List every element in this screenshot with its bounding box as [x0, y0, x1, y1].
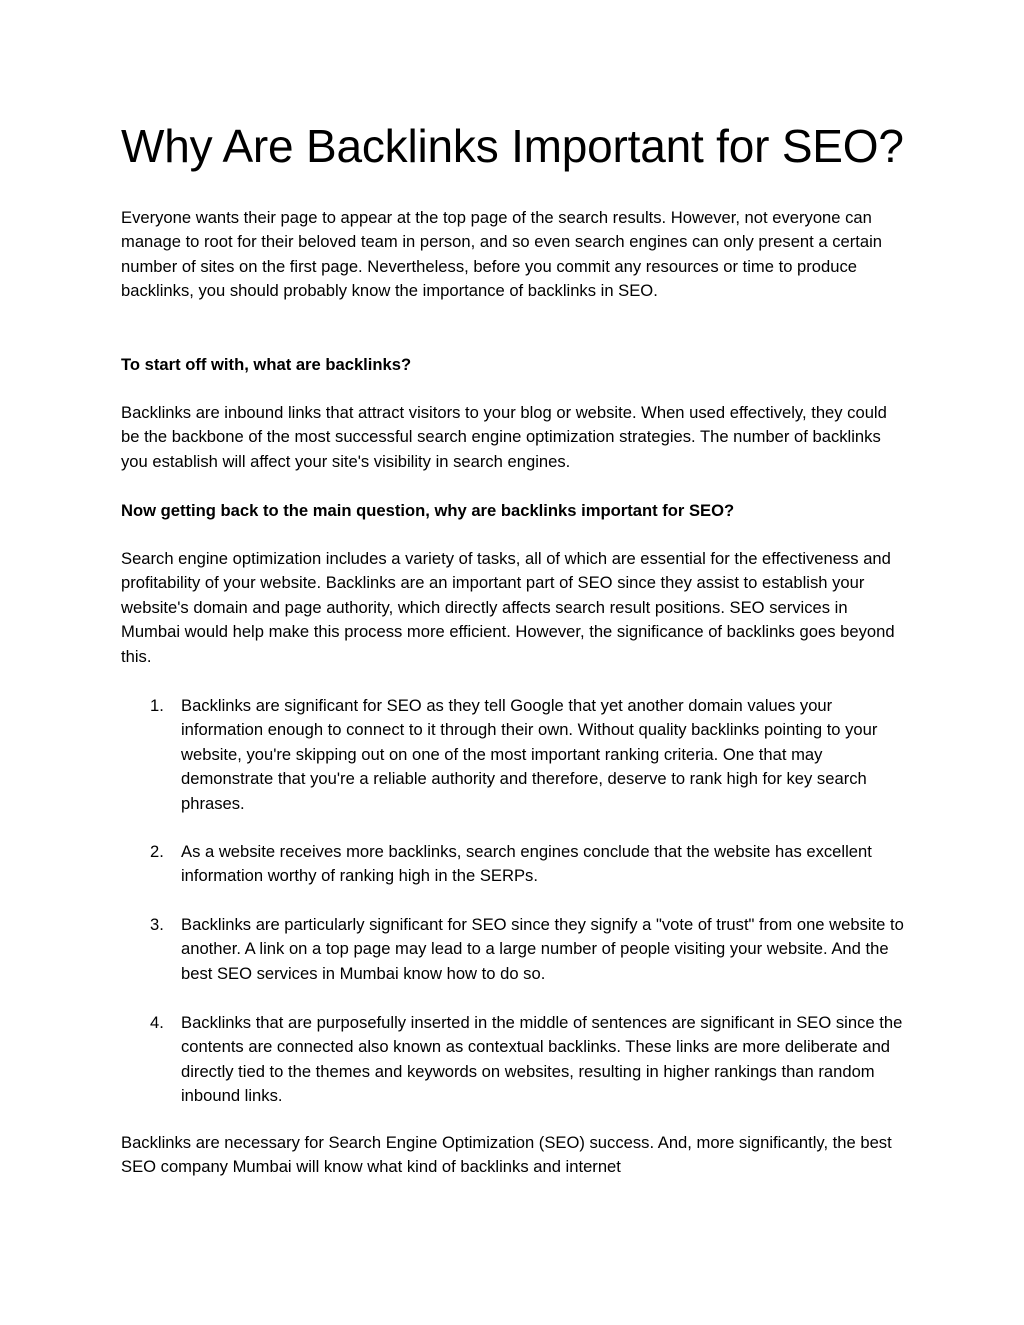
- list-item-text: Backlinks are significant for SEO as they tell Google that yet another domain values your information enough to connect to it through their own. Without quality backlinks pointing to your website, you're skipping out on one of the most important ranking criteria. One that may demonstrate that you're a reliable authority and therefore, deserve to rank high for key search phrases.: [181, 696, 878, 813]
- list-item-number: 1.: [150, 696, 164, 715]
- closing-paragraph: Backlinks are necessary for Search Engine Optimization (SEO) success. And, more significantly, the best SEO company Mumbai will know what kind of backlinks and internet: [121, 1133, 892, 1177]
- list-item-number: 3.: [150, 915, 164, 934]
- list-item-text: Backlinks that are purposefully inserted in the middle of sentences are significant in SEO since the contents are connected also known as contextual backlinks. These links are more deliberate and directly tied to the themes and keywords on websites, resulting in higher rankings than random inbound links.: [181, 1013, 903, 1106]
- page-title: Why Are Backlinks Important for SEO?: [121, 120, 904, 172]
- list-item-text: Backlinks are particularly significant for SEO since they signify a "vote of trust" from one website to another. A link on a top page may lead to a large number of people visiting your website. And the best SEO services in Mumbai know how to do so.: [181, 915, 904, 983]
- intro-paragraph: Everyone wants their page to appear at the top page of the search results. However, not everyone can manage to root for their beloved team in person, and so even search engines can only present a certain number of sites on the first page. Nevertheless, before you commit any resources or time to produce backlinks, you should probably know the importance of backlinks in SEO.: [121, 208, 883, 301]
- section-heading-what-are-backlinks: To start off with, what are backlinks?: [121, 355, 412, 374]
- seo-tasks-paragraph: Search engine optimization includes a variety of tasks, all of which are essential for the effectiveness and profitability of your website. Backlinks are an important part of SEO since they assist to establish your website's domain and page authority, which directly affects search result positions. SEO services in Mumbai would help make this process more efficient. However, the significance of backlinks goes beyond this.: [121, 549, 895, 666]
- list-item-number: 4.: [150, 1013, 164, 1032]
- backlinks-definition-paragraph: Backlinks are inbound links that attract visitors to your blog or website. When used effectively, they could be the backbone of the most successful search engine optimization strategies. The number of backlinks you establish will affect your site's visibility in search engines.: [121, 403, 887, 471]
- section-heading-why-important: Now getting back to the main question, why are backlinks important for SEO?: [121, 501, 735, 520]
- list-item-number: 2.: [150, 842, 164, 861]
- list-item-text: As a website receives more backlinks, search engines conclude that the website has excellent information worthy of ranking high in the SERPs.: [181, 842, 872, 886]
